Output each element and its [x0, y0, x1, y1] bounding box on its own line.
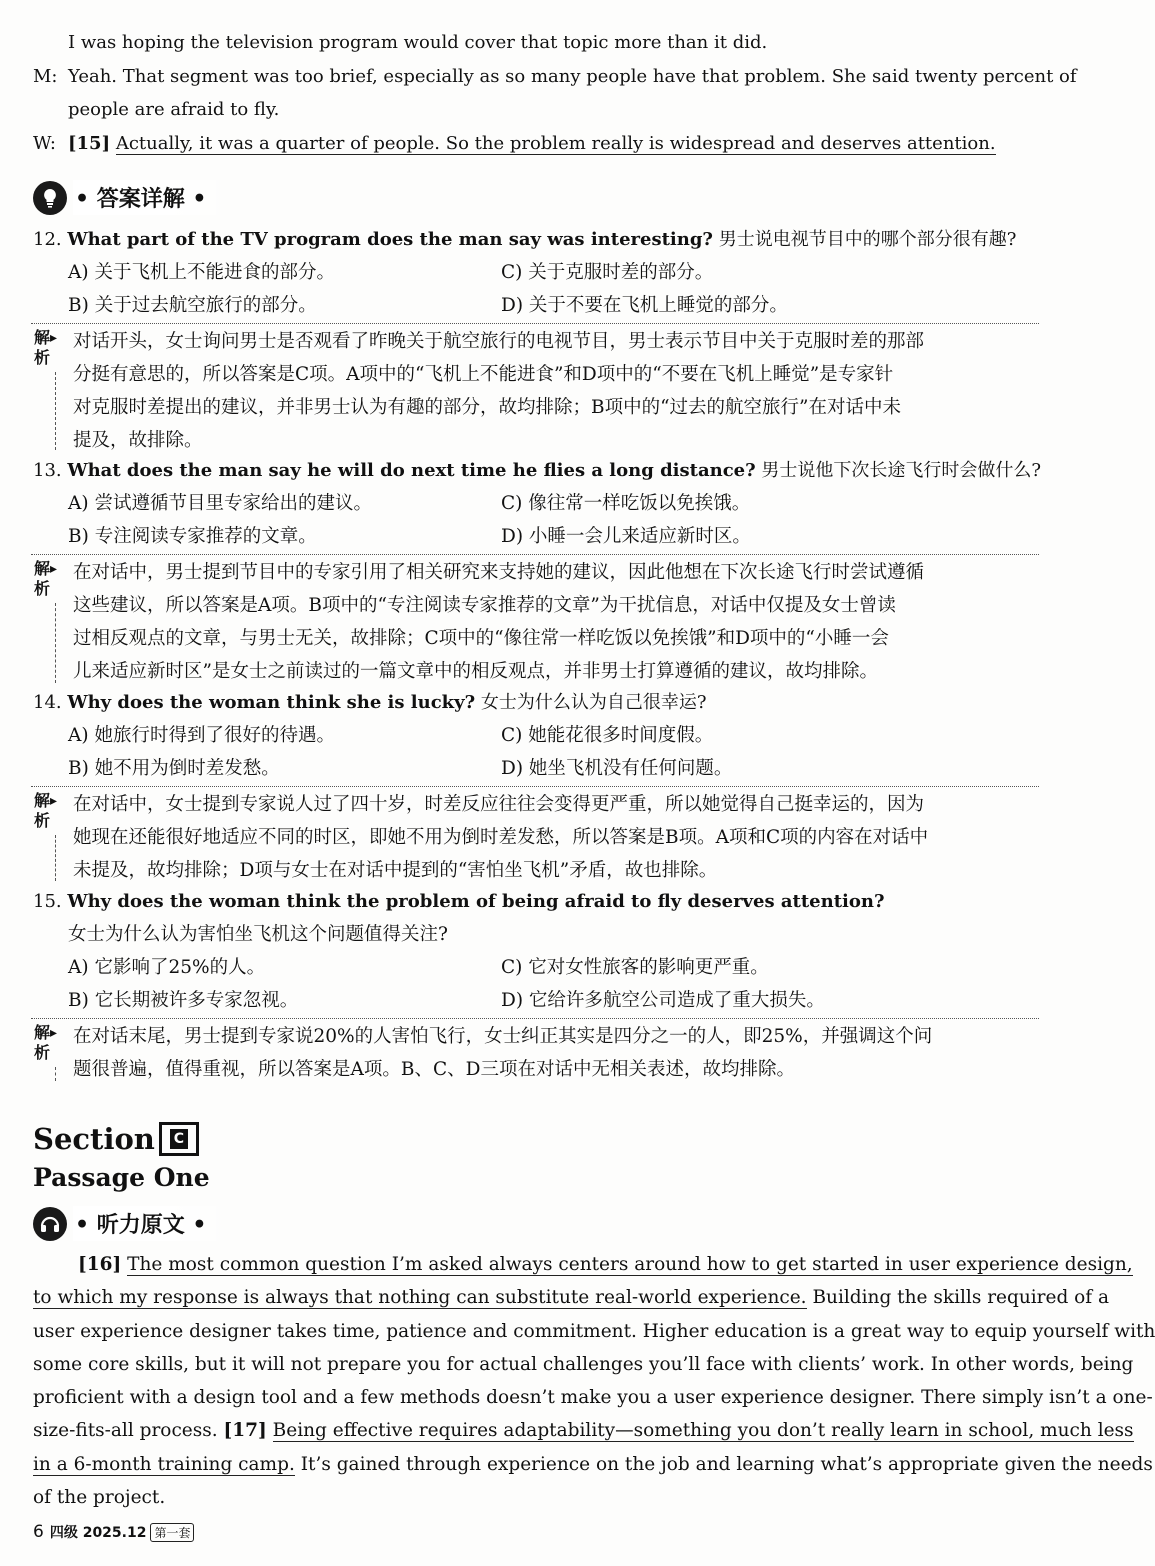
option-d: D) 关于不要在飞机上睡觉的部分。 [501, 295, 788, 316]
analysis-text: 对话开头，女士询问男士是否观看了昨晚关于航空旅行的电视节目，男士表示节目中关于克服时差的那部 分挺有意思的，所以答案是C项。A项中的“飞机上不能进食”和D项中的“不要在飞机上睡觉”是专家针 对克服时差提出的建议，并非男士认为有趣的部分，故均排除；B项中的“过去的航空旅行”在对话中未 提及，故排除。 [73, 331, 925, 451]
dialogue-line: Yeah. That segment was too brief, especially as so many people have that problem. She said twenty percent of [68, 66, 1077, 87]
option-c: C) 像往常一样吃饭以免挨饿。 [501, 493, 751, 514]
analysis-text: 在对话末尾，男士提到专家说20%的人害怕飞行，女士纠正其实是四分之一的人，即25%，并强调这个问 题很普遍，值得重视，所以答案是A项。B、C、D三项在对话中无相关表述，故均排除。 [73, 1026, 933, 1080]
option-d: D) 她坐飞机没有任何问题。 [501, 758, 733, 779]
book-info: 四级 2025.12 [49, 1525, 147, 1541]
question-ref: [15] [68, 133, 111, 154]
dialogue-line [68, 131, 996, 157]
option-c: C) 它对女性旅客的影响更严重。 [501, 957, 769, 978]
underlined-answer: Actually, it was a quarter of people. So the problem really is widespread and deserves attention. [115, 133, 996, 154]
option-b: B) 专注阅读专家推荐的文章。 [68, 526, 317, 547]
dialogue-line: people are afraid to fly. [68, 99, 280, 120]
section-title: Section C [33, 1122, 199, 1156]
question-13: 13. What does the man say he will do next time he flies a long distance? 男士说他下次长途飞行时会做什么? [33, 460, 1042, 481]
option-b: B) 她不用为倒时差发愁。 [68, 758, 280, 779]
passage-title: Passage One [33, 1163, 210, 1192]
analysis-block [31, 786, 1039, 885]
analysis-block [31, 1018, 1039, 1085]
answer-header [33, 180, 232, 215]
speaker-w: W: [33, 133, 57, 154]
answer-header-text: • 答案详解 • [73, 180, 232, 215]
lightbulb-icon [33, 181, 67, 215]
option-a: A) 尝试遵循节目里专家给出的建议。 [68, 493, 372, 514]
headphones-icon [33, 1207, 67, 1241]
speaker-m: M: [33, 66, 58, 87]
option-b: B) 它长期被许多专家忽视。 [68, 990, 299, 1011]
option-a: A) 它影响了25%的人。 [68, 957, 266, 978]
question-12: 12. What part of the TV program does the man say was interesting? 男士说电视节目中的哪个部分很有趣? [33, 229, 1017, 250]
question-14: 14. Why does the woman think she is lucky? 女士为什么认为自己很幸运? [33, 692, 707, 713]
option-a: A) 她旅行时得到了很好的待遇。 [68, 725, 335, 746]
analysis-tag: 解 析 ▸ [33, 791, 58, 830]
page-number: 6 [33, 1522, 44, 1542]
question-15-zh: 女士为什么认为害怕坐飞机这个问题值得关注? [68, 924, 448, 945]
passage-body: [16] The most common question I’m asked always centers around how to get started in user experience design, to which my response is always that nothing can substitute real-world experience. Building the skills required of a user experience designer takes time, patience and commitment. Higher education is a great way to equip yourself with some core skills, but it will not prepare you for actual challenges you’ll face with clients’ work. In other words, being proficient with a design tool and a few methods doesn’t make you a user experience designer. There simply isn’t a one- size-fits-all process. [17] Being effective requires adaptability—something you don’t really learn in school, much less in a 6-month training camp. It’s gained through experience on the job and learning what’s appropriate given the needs of the project. [33, 1254, 1155, 1509]
option-a: A) 关于飞机上不能进食的部分。 [68, 262, 335, 283]
question-15: 15. Why does the woman think the problem of being afraid to fly deserves attention? [33, 891, 885, 912]
section-letter-badge: C [159, 1122, 199, 1156]
set-label: 第一套 [150, 1523, 194, 1542]
option-d: D) 小睡一会儿来适应新时区。 [501, 526, 751, 547]
option-c: C) 关于克服时差的部分。 [501, 262, 714, 283]
listening-header [33, 1206, 232, 1241]
analysis-text: 在对话中，男士提到节目中的专家引用了相关研究来支持她的建议，因此他想在下次长途飞行时尝试遵循 这些建议，所以答案是A项。B项中的“专注阅读专家推荐的文章”为干扰信息，对话中仅提及女士曾读 过相反观点的文章，与男士无关，故排除；C项中的“像往常一样吃饭以免挨饿”和D项中的“小睡一会 儿来适应新时区”是女士之前读过的一篇文章中的相反观点，并非男士打算遵循的建议，故均排除。 [73, 562, 925, 682]
option-d: D) 它给许多航空公司造成了重大损失。 [501, 990, 825, 1011]
analysis-text: 在对话中，女士提到专家说人过了四十岁，时差反应往往会变得更严重，所以她觉得自己挺幸运的，因为 她现在还能很好地适应不同的时区，即她不用为倒时差发愁，所以答案是B项。A项和C项的内容在对话中 未提及，故均排除；D项与女士在对话中提到的“害怕坐飞机”矛盾，故也排除。 [73, 794, 929, 881]
analysis-block [31, 323, 1039, 454]
page-footer [33, 1522, 194, 1542]
analysis-block [31, 554, 1039, 687]
analysis-tag: 解 析 ▸ [33, 328, 58, 367]
option-b: B) 关于过去航空旅行的部分。 [68, 295, 317, 316]
analysis-tag: 解 析 ▸ [33, 1023, 58, 1062]
analysis-tag: 解 析 ▸ [33, 559, 58, 598]
option-c: C) 她能花很多时间度假。 [501, 725, 714, 746]
dialogue-line: I was hoping the television program would cover that topic more than it did. [68, 32, 768, 53]
listening-header-text: • 听力原文 • [73, 1206, 232, 1241]
